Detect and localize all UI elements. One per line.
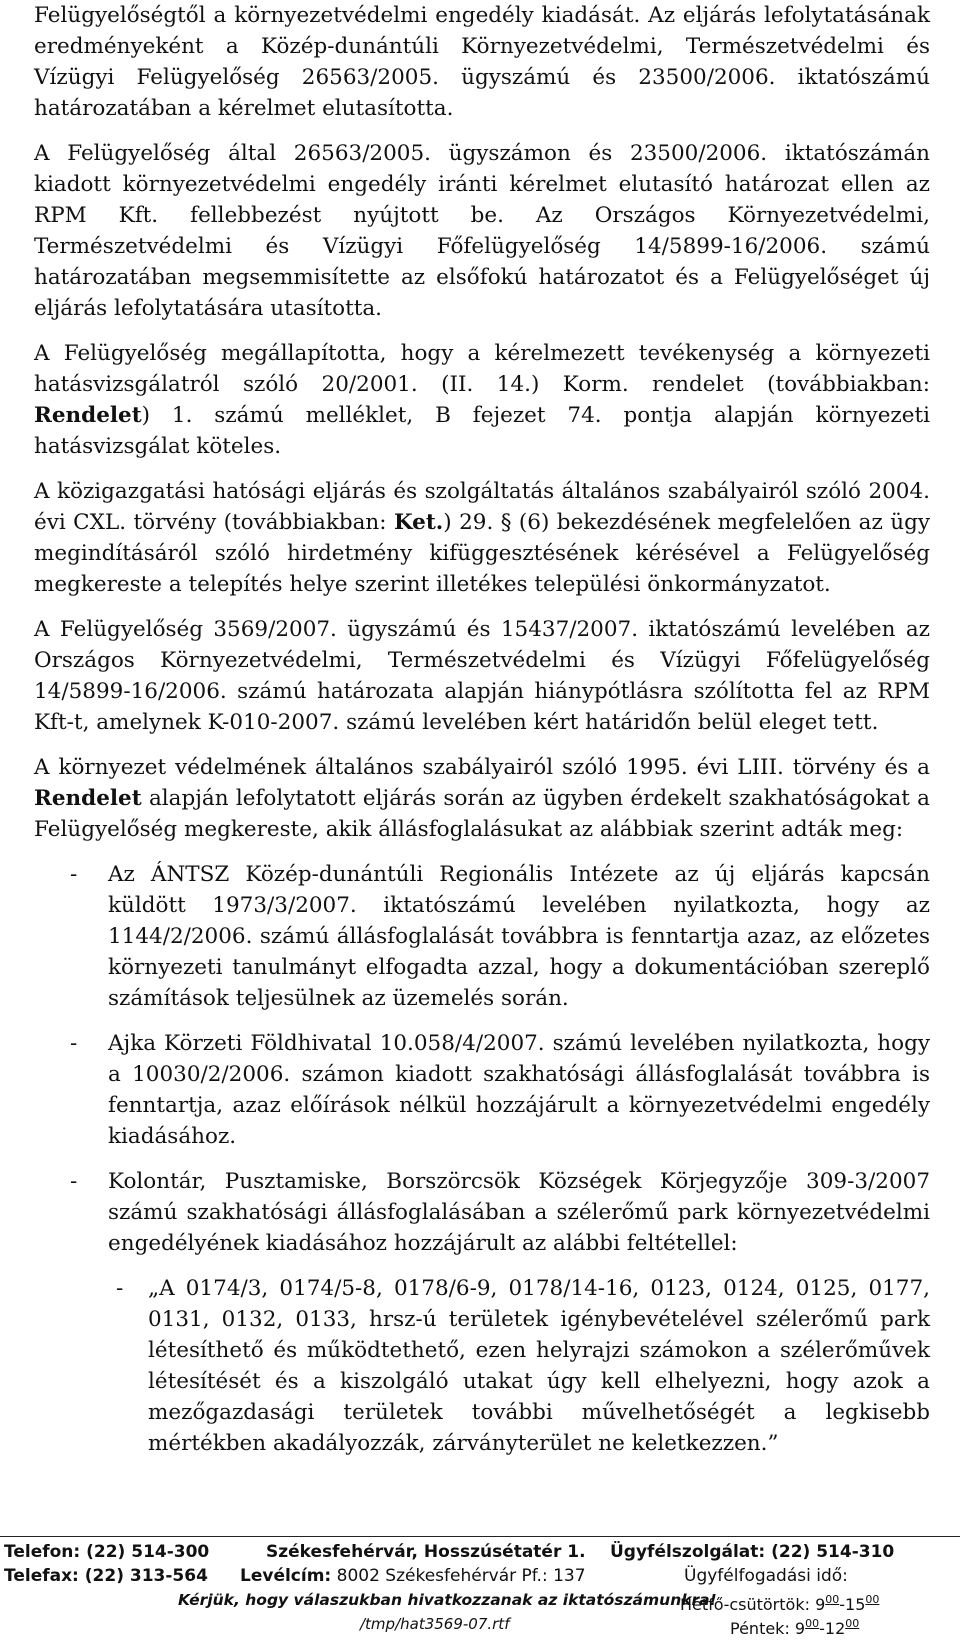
page-footer: [0, 1536, 960, 1638]
p3-bold-term: Rendelet: [34, 403, 142, 428]
document-body: [34, 0, 930, 1473]
footer-service: Ügyfélszolgálat: (22) 514-310: [610, 1542, 895, 1562]
hours-weekdays-text: Hétfő-csütörtök: 9: [680, 1595, 826, 1614]
list-item: [34, 1166, 930, 1459]
hours-sup: 00: [845, 1617, 860, 1630]
hours-friday-text: Péntek: 9: [730, 1619, 806, 1638]
p6-text-a: A környezet védelmének általános szabályairól szóló 1995. évi LIII. törvény és a: [34, 755, 930, 780]
dash-bullet: -: [70, 1169, 78, 1194]
authority-list: [34, 859, 930, 1459]
footer-fax: Telefax: (22) 313-564: [4, 1566, 208, 1586]
condition-list: [108, 1273, 930, 1459]
footer-mail-value: 8002 Székesfehérvár Pf.: 137: [336, 1566, 586, 1586]
hours-sup: 00: [825, 1593, 840, 1606]
footer-request: Kérjük, hogy válaszukban hivatkozzanak az iktatószámunkra!: [178, 1591, 717, 1609]
dash-bullet: -: [70, 1031, 78, 1056]
p3-text-a: A Felügyelőség megállapította, hogy a kérelmezett tevékenység a környezeti hatásvizsgálatról szóló 20/2001. (II. 14.) Korm. rendelet (továbbiakban:: [34, 341, 930, 397]
list-item: [108, 1273, 930, 1459]
list-item: [34, 859, 930, 1014]
dash-bullet: -: [116, 1276, 124, 1301]
paragraph-5: A Felügyelőség 3569/2007. ügyszámú és 15437/2007. iktatószámú levelében az Országos Környezetvédelmi, Természetvédelmi és Vízügyi Főfelügyelőség 14/5899-16/2006. számú határozata alapján hiánypótlásra szólította fel az RPM Kft-t, amelynek K-010-2007. számú levelében kért határidőn belül eleget tett.: [34, 617, 930, 735]
hours-weekdays-mid: -15: [839, 1595, 866, 1614]
footer-mail: [240, 1565, 586, 1587]
list-item-text: Az ÁNTSZ Közép-dunántúli Regionális Intézete az új eljárás kapcsán küldött 1973/3/2007. iktatószámú levelében nyilatkozta, hogy az 1144/2/2006. számú állásfoglalását továbbra is fenntartja azaz, az előzetes környezeti tanulmányt elfogadta azzal, hogy a dokumentációban szereplő számítások teljesülnek az üzemelés során.: [108, 862, 930, 1011]
list-item-text: Ajka Körzeti Földhivatal 10.058/4/2007. számú levelében nyilatkozta, hogy a 10030/2/2006. számon kiadott szakhatósági állásfoglalását továbbra is fenntartja, azaz előírások nélkül hozzájárult a környezetvédelmi engedély kiadásához.: [108, 1031, 930, 1149]
footer-hours-weekdays: [680, 1589, 879, 1616]
dash-bullet: -: [70, 862, 78, 887]
footer-mail-label: Levélcím:: [240, 1566, 332, 1586]
paragraph-4: [34, 476, 930, 600]
condition-quote: „A 0174/3, 0174/5-8, 0178/6-9, 0178/14-16, 0123, 0124, 0125, 0177, 0131, 0132, 0133, hrsz-ú területek igénybevételével szélerőmű park létesíthető és működtethető, ezen helyrajzi számokon a szélerőművek létesítését és a kiszolgáló utakat úgy kell elhelyezni, hogy azok a mezőgazdasági területek további művelhetőségét a legkisebb mértékben akadályozzák, zárványterület ne keletkezzen.”: [148, 1276, 930, 1456]
list-item: [34, 1028, 930, 1152]
footer-hours-label: Ügyfélfogadási idő:: [684, 1566, 848, 1586]
paragraph-6: [34, 752, 930, 845]
footer-phone: Telefon: (22) 514-300: [4, 1542, 210, 1562]
p4-text-b: ) 29. § (6) bekezdésének megfelelően az ügy megindításáról szóló hirdetmény kifüggesztésének kérésével a Felügyelőség megkereste a telepítés helye szerint illetékes települési önkormányzatot.: [34, 510, 930, 597]
footer-address: Székesfehérvár, Hosszúsétatér 1.: [266, 1542, 586, 1562]
p6-bold-term: Rendelet: [34, 786, 142, 811]
footer-hours-friday: [730, 1613, 859, 1640]
hours-sup: 00: [805, 1617, 820, 1630]
list-item-text: Kolontár, Pusztamiske, Borszörcsök Községek Körjegyzője 309-3/2007 számú szakhatósági állásfoglalásában a szélerőmű park környezetvédelmi engedélyének kiadásához hozzájárult az alábbi feltétellel:: [108, 1169, 930, 1256]
footer-file-path: /tmp/hat3569-07.rtf: [360, 1615, 510, 1633]
paragraph-3: [34, 338, 930, 462]
p4-text-a: A közigazgatási hatósági eljárás és szolgáltatás általános szabályairól szóló 2004. évi CXL. törvény (továbbiakban:: [34, 479, 930, 535]
paragraph-2: A Felügyelőség által 26563/2005. ügyszámon és 23500/2006. iktatószámán kiadott környezetvédelmi engedély iránti kérelmet elutasító határozat ellen az RPM Kft. fellebbezést nyújtott be. Az Országos Környezetvédelmi, Természetvédelmi és Vízügyi Főfelügyelőség 14/5899-16/2006. számú határozatában megsemmisítette az elsőfokú határozatot és a Felügyelőséget új eljárás lefolytatására utasította.: [34, 141, 930, 321]
p4-bold-term: Ket.: [393, 510, 444, 535]
p6-text-b: alapján lefolytatott eljárás során az ügyben érdekelt szakhatóságokat a Felügyelőség megkereste, akik állásfoglalásukat az alábbiak szerint adták meg:: [34, 786, 930, 842]
paragraph-1: Felügyelőségtől a környezetvédelmi engedély kiadását. Az eljárás lefolytatásának eredményeként a Közép-dunántúli Környezetvédelmi, Természetvédelmi és Vízügyi Felügyelőség 26563/2005. ügyszámú és 23500/2006. iktatószámú határozatában a kérelmet elutasította.: [34, 3, 930, 121]
p3-text-b: ) 1. számú melléklet, B fejezet 74. pontja alapján környezeti hatásvizsgálat köteles.: [34, 403, 930, 459]
hours-sup: 00: [865, 1593, 880, 1606]
hours-friday-mid: -12: [819, 1619, 846, 1638]
